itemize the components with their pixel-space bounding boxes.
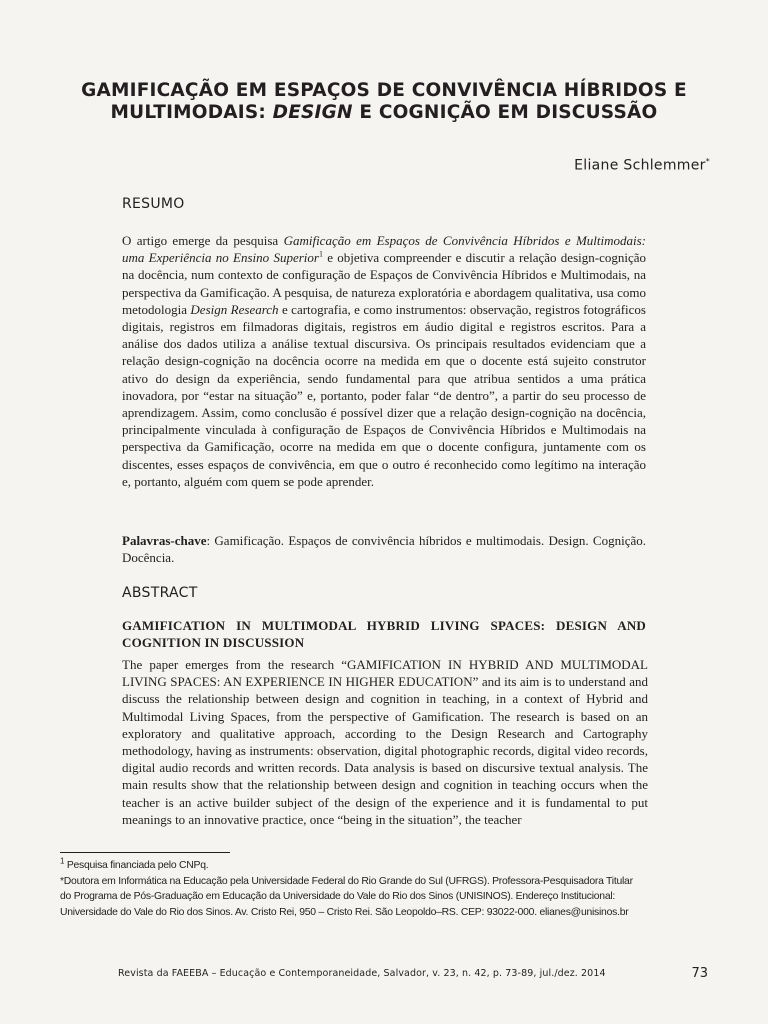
- title-line-1: GAMIFICAÇÃO EM ESPAÇOS DE CONVIVÊNCIA HÍBRIDOS E: [81, 80, 687, 101]
- abstract-heading: ABSTRACT: [122, 585, 198, 601]
- footnote-author-line-1: *Doutora em Informática na Educação pela Universidade Federal do Rio Grande do Sul (UFRGS). Professora-Pesquisadora Titular: [60, 875, 633, 887]
- footnote-divider: [60, 852, 230, 853]
- keywords-list: : Gamificação. Espaços de convivência híbridos e multimodais. Design. Cognição. Docência.: [122, 533, 646, 566]
- author-name-text: Eliane Schlemmer: [574, 157, 706, 174]
- resumo-text-start: O artigo emerge da pesquisa: [122, 233, 284, 248]
- footnote-1: [60, 858, 710, 874]
- author-name: [574, 157, 710, 174]
- article-title: [60, 80, 708, 124]
- page-number: 73: [691, 966, 708, 981]
- footnote-author-line-3: Universidade do Vale do Rio dos Sinos. Av. Cristo Rei, 950 – Cristo Rei. São Leopoldo–RS. CEP: 93022-000. elianes@unisinos.br: [60, 906, 629, 918]
- footnote-1-number: 1: [60, 856, 65, 866]
- title-design-italic: DESIGN: [272, 102, 353, 123]
- keywords-label: Palavras-chave: [122, 533, 207, 548]
- journal-citation: Revista da FAEEBA – Educação e Contemporaneidade, Salvador, v. 23, n. 42, p. 73-89, jul./dez. 2014: [118, 968, 606, 979]
- resumo-heading: RESUMO: [122, 196, 185, 212]
- resumo-paragraph: [122, 232, 646, 490]
- resumo-research-title: Gamificação em Espaços de Convivência Híbridos e Multimodais: uma Experiência no Ensino Superior: [122, 233, 646, 266]
- footnote-author-line-2: do Programa de Pós-Graduação em Educação da Universidade do Vale do Rio dos Sinos (UNISINOS). Endereço Institucional:: [60, 891, 616, 902]
- footnote-reference: 1: [318, 249, 323, 259]
- title-line-2-end: E COGNIÇÃO EM DISCUSSÃO: [352, 102, 658, 123]
- title-line-2: [60, 102, 708, 124]
- keywords: [122, 532, 646, 566]
- resumo-methodology: Design Research: [190, 301, 279, 317]
- resumo-text-end: e cartografia, e como instrumentos: observação, registros fotográficos digitais, registros em filmadoras digitais, registros em áudio digital e registros escritos. Para a análise dos dados utiliza a análise textual discursiva. Os principais resultados evidenciam que a relação design-cognição na docência ocorre na medida em que o docente está sujeito construtor ativo do design da experiência, sendo fundamental para que atribua sentidos a uma prática inovadora, por “estar na situação” e, portanto, poder falar “de dentro”, a partir do seu processo de aprendizagem. Assim, como conclusão é possível dizer que a relação design-cognição na docência, principalmente vinculada à configuração de Espaços de Convivência Híbridos e Multimodais na perspectiva da Gamificação, ocorre na medida em que o docente configura, juntamente com os discentes, esses espaços de convivência, em que o outro é reconhecido como legítimo na interação e, portanto, alguém com quem se pode aprender.: [122, 301, 646, 489]
- title-line-2-start: MULTIMODAIS:: [110, 102, 273, 123]
- abstract-paragraph: The paper emerges from the research “GAMIFICATION IN HYBRID AND MULTIMODAL LIVING SPACES: AN EXPERIENCE IN HIGHER EDUCATION” and its aim is to understand and discuss the relationship between design and cognition in teaching, in a context of Hybrid and Multimodal Living Spaces, from the perspective of Gamification. The research is based on an exploratory and qualitative approach, according to the Design Research and Cartography methodology, having as instruments: observation, digital photographic records, digital video records, digital audio records and written records. Data analysis is based on discursive textual analysis. The main results show that the relationship between design and cognition in teaching occurs when the teacher is an active builder subject of the design of the experience and it is fundamental to put meanings to an innovative practice, once “being in the situation”, the teacher: [122, 657, 648, 827]
- footnotes: [60, 858, 710, 920]
- footnote-1-text: Pesquisa financiada pelo CNPq.: [64, 860, 209, 871]
- author-note-mark: *: [705, 157, 710, 166]
- resumo-text-mid: e objetiva compreender e discutir a relação design-cognição na docência, num contexto de configuração de Espaços de Convivência Híbridos e Multimodais, na perspectiva da Gamificação. A pesquisa, de natureza exploratória e abordagem qualitativa, usa como metodologia: [122, 250, 646, 317]
- abstract-title: GAMIFICATION IN MULTIMODAL HYBRID LIVING SPACES: DESIGN AND COGNITION IN DISCUSSION: [122, 618, 646, 650]
